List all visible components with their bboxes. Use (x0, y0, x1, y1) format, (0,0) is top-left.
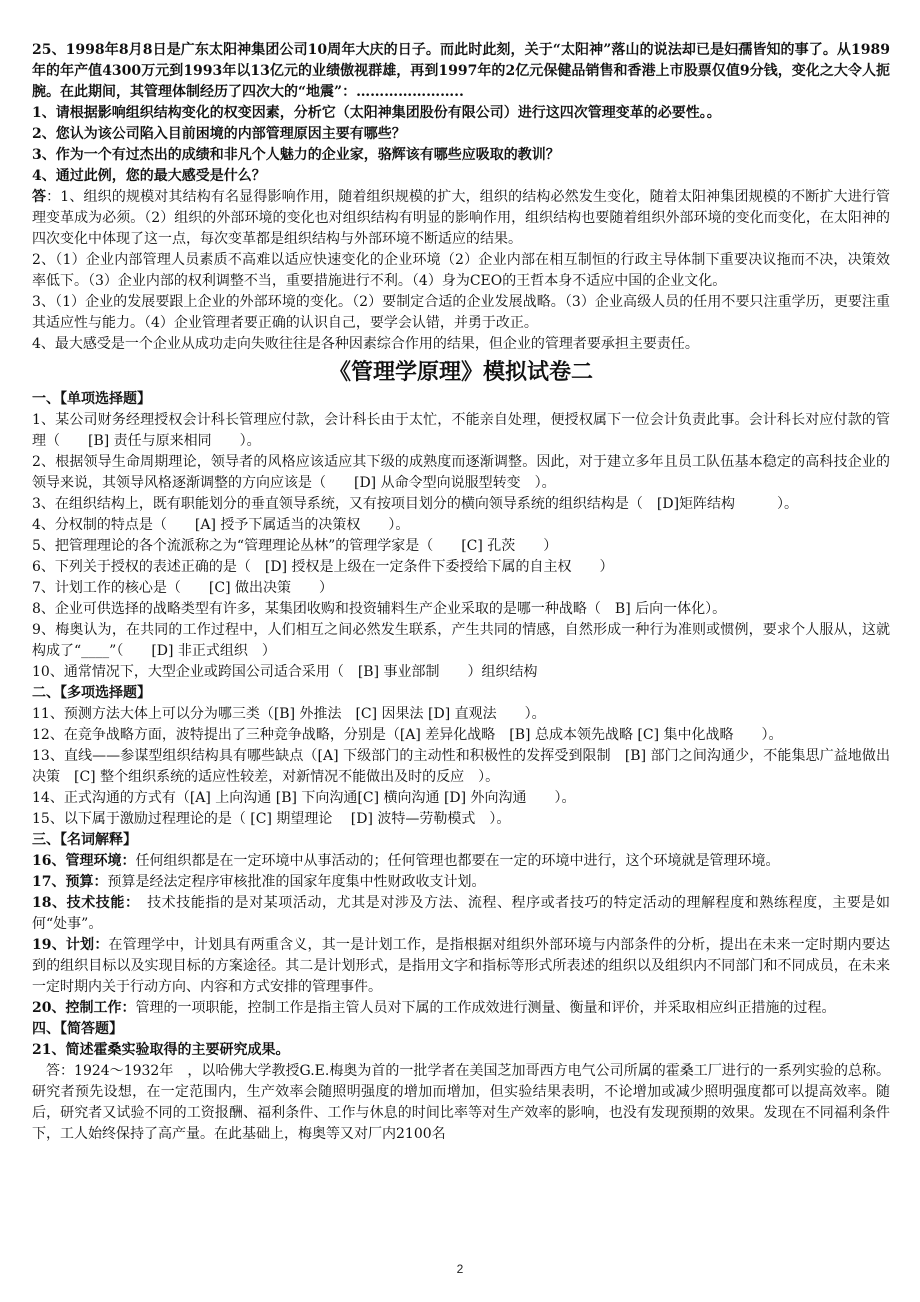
case-question-1: 1、请根据影响组织结构变化的权变因素，分析它（太阳神集团股份有限公司）进行这四次管理变革的必要性。。 (32, 105, 721, 121)
case-answer-3: 3、（1）企业的发展要跟上企业的外部环境的变化。（2）要制定合适的企业发展战略。（3）企业高级人员的任用不要只注重学历，更要注重其适应性与能力。（4）企业管理者要正确的认识自己，要学会认错，并勇于改正。 (32, 294, 890, 331)
section-heading-single-choice: 一、【单项选择题】 (32, 391, 151, 407)
term-item-19: 19、计划：在管理学中，计划具有两重含义，其一是计划工作，是指根据对组织外部环境与内部条件的分析，提出在未来一定时期内要达到的组织目标以及实现目标的方案途径。其二是计划形式，是指用文字和指标等形式所表述的组织以及组织内不同部门和不同成员，在未来一定时期内关于行动方向、内容和方式安排的管理事件。 (32, 937, 890, 995)
section-heading-multi-choice: 二、【多项选择题】 (32, 685, 151, 701)
term-item-17: 17、预算：预算是经法定程序审核批准的国家年度集中性财政收支计划。 (32, 874, 486, 890)
term-item-20: 20、控制工作：管理的一项职能，控制工作是指主管人员对下属的工作成效进行测量、衡量和评价，并采取相应纠正措施的过程。 (32, 1000, 836, 1016)
single-choice-item-2: 2、根据领导生命周期理论，领导者的风格应该适应其下级的成熟度而逐渐调整。因此，对于建立多年且员工队伍基本稳定的高科技企业的领导来说，其领导风格逐渐调整的方向应该是（ [D] 从命令型向说服型转变 ）。 (32, 454, 890, 491)
case-question-3: 3、作为一个有过杰出的成绩和非凡个人魅力的企业家，骆辉该有哪些应吸取的教训？ (32, 147, 560, 163)
single-choice-item-5: 5、把管理理论的各个流派称之为“管理理论丛林”的管理学家是（ [C] 孔茨 ） (32, 538, 558, 554)
exam-title: 《管理学原理》模拟试卷二 (328, 359, 593, 385)
term-item-16: 16、管理环境：任何组织都是在一定环境中从事活动的；任何管理也都要在一定的环境中进行，这个环境就是管理环境。 (32, 853, 780, 869)
single-choice-item-1: 1、某公司财务经理授权会计科长管理应付款，会计科长由于太忙，不能亲自处理，便授权属下一位会计负责此事。会计科长对应付款的管理（ [B] 责任与原来相同 ）。 (32, 412, 890, 449)
case-answer-1: 答：1、组织的规模对其结构有名显得影响作用，随着组织规模的扩大，组织的结构必然发生变化，随着太阳神集团规模的不断扩大进行管理变革成为必须。（2）组织的外部环境的变化也对组织结构有明显的影响作用，组织结构也要随着组织外部环境的变化而变化，在太阳神的四次变化中体现了这一点，每次变革都是组织结构与外部环境不断适应的结果。 (32, 189, 891, 247)
case-answer-2: 2、（1）企业内部管理人员素质不高难以适应快速变化的企业环境（2）企业内部在相互制恒的行政主导体制下重要决议拖而不决，决策效率低下。（3）企业内部的权利调整不当，重要措施进行不利。（4）身为CEO的王哲本身不适应中国的企业文化。 (32, 252, 890, 289)
section-heading-terms: 三、【名词解释】 (32, 832, 137, 848)
page-number: 2 (456, 1262, 464, 1276)
case-question-4: 4、通过此例，您的最大感受是什么？ (32, 168, 266, 184)
single-choice-item-10: 10、通常情况下，大型企业或跨国公司适合采用（ [B] 事业部制 ）组织结构 (32, 664, 538, 680)
term-item-18: 18、技术技能： 技术技能指的是对某项活动，尤其是对涉及方法、流程、程序或者技巧的特定活动的理解程度和熟练程度，主要是如何“处事”。 (32, 895, 890, 932)
single-choice-item-4: 4、分权制的特点是（ [A] 授予下属适当的决策权 ）。 (32, 517, 410, 533)
multi-choice-item-13: 13、直线——参谋型组织结构具有哪些缺点（[A] 下级部门的主动性和积极性的发挥受到限制 [B] 部门之间沟通少，不能集思广益地做出决策 [C] 整个组织系统的适应性较差，对新情况不能做出及时的反应 ）。 (32, 748, 890, 785)
multi-choice-item-12: 12、在竞争战略方面，波特提出了三种竞争战略，分别是（[A] 差异化战略 [B] 总成本领先战略 [C] 集中化战略 ）。 (32, 727, 783, 743)
multi-choice-item-11: 11、预测方法大体上可以分为哪三类（[B] 外推法 [C] 因果法 [D] 直观法 ）。 (32, 706, 546, 722)
multi-choice-item-15: 15、以下属于激励过程理论的是（ [C] 期望理论 [D] 波特—劳勒模式 ）。 (32, 811, 511, 827)
single-choice-item-9: 9、梅奥认为，在共同的工作过程中，人们相互之间必然发生联系，产生共同的情感，自然形成一种行为准则或惯例，要求个人服从，这就构成了“____”（ [D] 非正式组织 ） (32, 622, 890, 659)
case-q25-text: 25、1998年8月8日是广东太阳神集团公司10周年大庆的日子。而此时此刻，关于“太阳神”落山的说法却已是妇孺皆知的事了。从1989年的年产值4300万元到1993年以13亿元的业绩傲视群雄，再到1997年的2亿元保健品销售和香港上市股票仅值9分钱，变化之大令人扼腕。在此期间，其管理体制经历了四次大的“地震”：………………….. (32, 42, 890, 100)
single-choice-item-3: 3、在组织结构上，既有职能划分的垂直领导系统，又有按项目划分的横向领导系统的组织结构是（ [D]矩阵结构 ）。 (32, 496, 799, 512)
single-choice-item-6: 6、下列关于授权的表述正确的是（ [D] 授权是上级在一定条件下委授给下属的自主权 ） (32, 559, 614, 575)
single-choice-item-7: 7、计划工作的核心是（ [C] 做出决策 ） (32, 580, 333, 596)
multi-choice-item-14: 14、正式沟通的方式有（[A] 上向沟通 [B] 下向沟通[C] 横向沟通 [D] 外向沟通 ）。 (32, 790, 576, 806)
section-heading-short-answer: 四、【简答题】 (32, 1021, 123, 1037)
short-answer-answer-21: 答：1924～1932年 ，以哈佛大学教授G.E.梅奥为首的一批学者在美国芝加哥西方电气公司所属的霍桑工厂进行的一系列实验的总称。研究者预先设想，在一定范围内，生产效率会随照明强度的增加而增加，但实验结果表明，不论增加或减少照明强度都可以提高效率。随后，研究者又试验不同的工资报酬、福利条件、工作与休息的时间比率等对生产效率的影响，也没有发现预期的效果。发现在不同福利条件下，工人始终保持了高产量。在此基础上，梅奥等又对厂内2100名 (32, 1063, 890, 1142)
case-question-2: 2、您认为该公司陷入目前困境的内部管理原因主要有哪些？ (32, 126, 406, 142)
short-answer-question-21: 21、简述霍桑实验取得的主要研究成果。 (32, 1042, 290, 1058)
document-page (32, 40, 890, 1145)
answer-label: 答 (32, 189, 47, 205)
case-answer-4: 4、最大感受是一个企业从成功走向失败往往是各种因素综合作用的结果，但企业的管理者要承担主要责任。 (32, 336, 699, 352)
single-choice-item-8: 8、企业可供选择的战略类型有许多，某集团收购和投资辅料生产企业采取的是哪一种战略（ B] 后向一体化）。 (32, 601, 727, 617)
